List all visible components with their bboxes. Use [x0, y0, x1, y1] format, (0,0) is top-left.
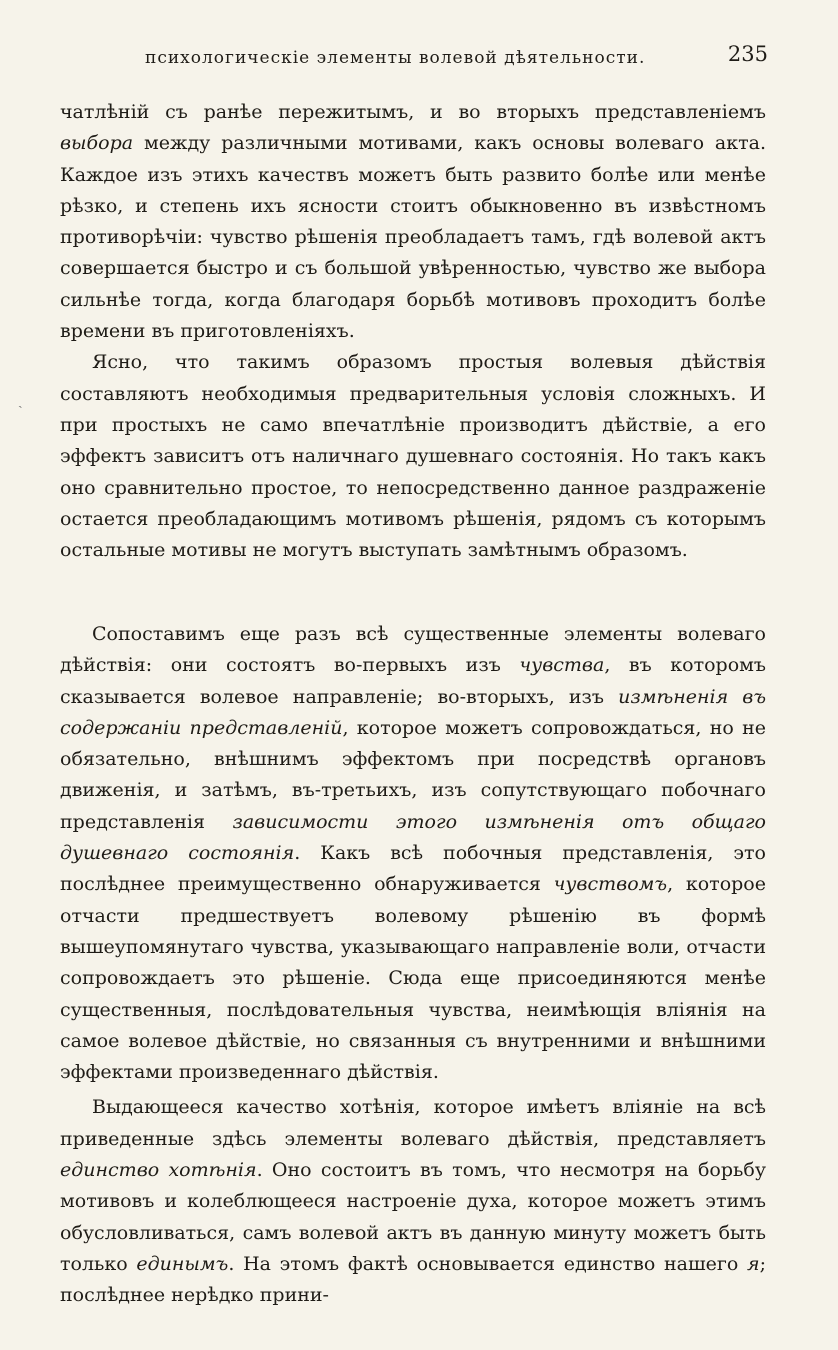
text-block-lower: [60, 619, 766, 1312]
p4-emphasis-d: единымъ: [136, 1252, 229, 1275]
margin-mark: ˏ: [18, 393, 23, 409]
p1-text-a: чатлѣнiй съ ранѣе пережитымъ, и во вторыхъ представленiемъ: [60, 101, 766, 123]
p1-text-c: между различными мотивами, какъ основы волеваго акта. Каждое изъ этихъ качествъ можетъ быть развито болѣе или менѣе рѣзко, и степень ихъ ясности стоитъ обыкновенно въ извѣстномъ противорѣчiи: чувство рѣшенiя преобладаетъ тамъ, гдѣ волевой актъ совершается быстро и съ большой увѣренностью, чувство же выбора сильнѣе тогда, когда благодаря борьбѣ мотивовъ проходитъ болѣе времени въ приготовленiяхъ.: [60, 132, 766, 343]
paragraph-2: [60, 347, 766, 566]
page-number: 235: [727, 42, 768, 66]
p3-text-a: Сопоставимъ еще разъ всѣ существенные элементы волеваго дѣйствiя: они состоятъ во-первыхъ изъ: [60, 623, 766, 677]
p3-emphasis-f: зависимости этого измѣненiя отъ общаго душевнаго состоянiя: [60, 810, 766, 865]
p3-text-c: , въ которомъ сказывается волевое направленiе; во-вторыхъ, изъ: [60, 654, 767, 708]
p4-text-g: ; послѣднее нерѣдко прини-: [60, 1252, 766, 1307]
p4-emphasis-b: единство хотѣнiя: [60, 1159, 257, 1182]
running-header: [145, 42, 768, 72]
p4-text-c: . Оно состоитъ въ томъ, что несмотря на борьбу мотивовъ и колеблющееся настроенiе духа, которое можетъ этимъ обусловливаться, самъ волевой актъ въ данную минуту можетъ быть только: [60, 1159, 766, 1275]
p2-text: Ясно, что такимъ образомъ простыя волевыя дѣйствiя составляютъ необходимыя предварительныя условiя сложныхъ. И при простыхъ не само впечатлѣнiе производитъ дѣйствiе, а его эффектъ зависитъ отъ наличнаго душевнаго состоянiя. Но такъ какъ оно сравнительно простое, то непосредственно данное раздраженiе остается преобладающимъ мотивомъ рѣшенiя, рядомъ съ которымъ остальные мотивы не могутъ выступать замѣтнымъ образомъ.: [60, 351, 766, 562]
p3-text-e: , которое можетъ сопровождаться, но не обязательно, внѣшнимъ эффектомъ при посредствѣ органовъ движенiя, и затѣмъ, въ-третьихъ, изъ сопутствующаго побочнаго представленiя: [60, 716, 766, 833]
p4-text-a: Выдающееся качество хотѣнiя, которое имѣетъ влiянiе на всѣ приведенные здѣсь элементы волеваго дѣйствiя, представляетъ: [60, 1096, 766, 1150]
paragraph-4: [60, 1092, 766, 1311]
p4-emphasis-f: я: [747, 1252, 760, 1275]
p1-emphasis: выбора: [60, 132, 134, 155]
running-title: психологическiе элементы волевой дѣятельности.: [145, 48, 646, 68]
p3-text-g: . Какъ всѣ побочныя представленiя, это послѣднее преимущественно обнаруживается: [60, 842, 766, 896]
p3-text-i: , которое отчасти предшествуетъ волевому рѣшенiю въ формѣ вышеупомянутаго чувства, указывающаго направленiе воли, отчасти сопровождаетъ это рѣшенiе. Сюда еще присоединяются менѣе существенныя, послѣдовательныя чувства, неимѣющiя влiянiя на самое волевое дѣйствiе, но связанныя съ внутренними и внѣшними эффектами произведеннаго дѣйствiя.: [60, 873, 766, 1084]
p4-text-e: . На этомъ фактѣ основывается единство нашего: [228, 1252, 747, 1275]
p3-emphasis-b: чувства: [519, 654, 605, 677]
paragraph-3: [60, 619, 766, 1088]
p3-emphasis-h: чувствомъ: [553, 873, 668, 896]
p3-emphasis-d: измѣненiя въ содержанiи представленiй: [60, 685, 767, 739]
text-block-upper: [60, 97, 766, 566]
paragraph-1: [60, 97, 766, 347]
